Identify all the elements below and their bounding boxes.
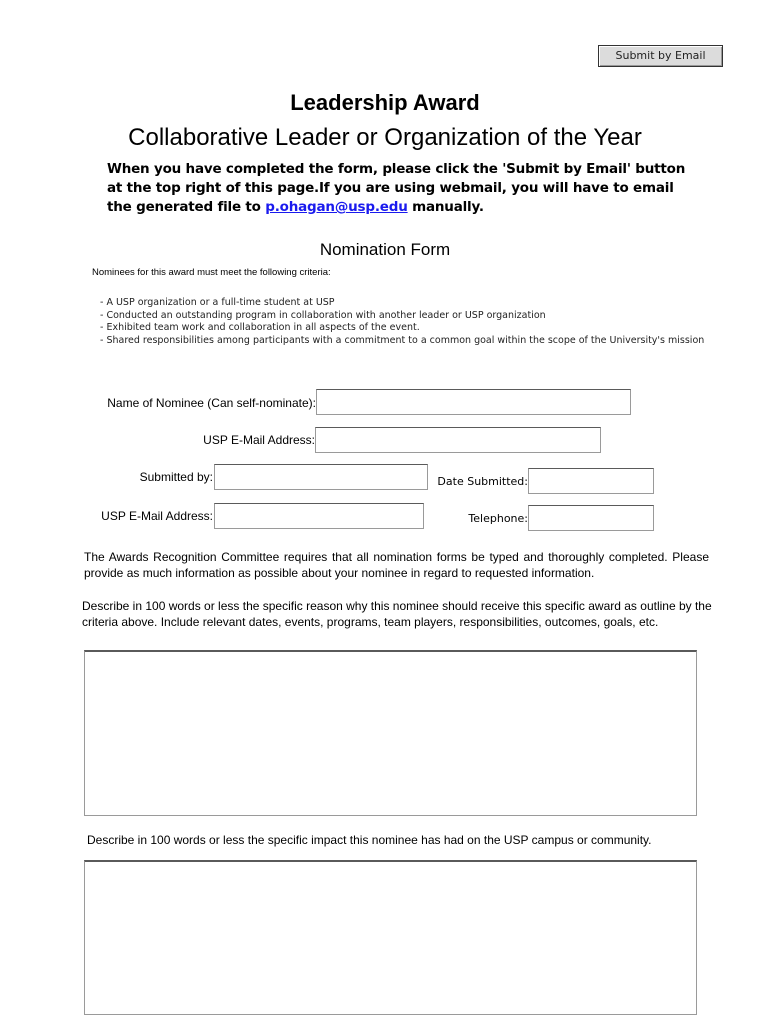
- submitted-by-input[interactable]: [214, 464, 428, 490]
- criteria-item: - Shared responsibilities among participants with a commitment to a common goal within the scope of the University's mission: [100, 334, 705, 346]
- nominee-name-input[interactable]: [316, 389, 631, 415]
- criteria-item: - A USP organization or a full-time student at USP: [100, 297, 335, 308]
- nominee-email-input[interactable]: [315, 427, 601, 453]
- page-title: Leadership Award: [290, 90, 480, 115]
- submitter-email-label: USP E-Mail Address:: [101, 509, 213, 523]
- committee-note: The Awards Recognition Committee requires that all nomination forms be typed and thoroughly completed. Please provide as much information as possible about your nominee in regard to requested information.: [84, 550, 709, 580]
- submitted-by-label: Submitted by:: [139, 470, 213, 484]
- nominee-email-label: USP E-Mail Address:: [203, 433, 315, 447]
- question-2-text: Describe in 100 words or less the specific impact this nominee has had on the USP campus or community.: [87, 833, 652, 847]
- question-2-textarea[interactable]: [84, 860, 697, 1015]
- nominee-name-label: Name of Nominee (Can self-nominate):: [107, 396, 316, 410]
- email-link[interactable]: p.ohagan@usp.edu: [265, 199, 408, 215]
- instructions-before-email: When you have completed the form, please click the 'Submit by Email' button at the top right of this page.If you are using webmail, you will have to email the generated file to: [107, 161, 686, 215]
- telephone-input[interactable]: [528, 505, 654, 531]
- instructions-text: [107, 160, 697, 217]
- criteria-item: - Exhibited team work and collaboration in all aspects of the event.: [100, 322, 420, 333]
- instructions-after-email: manually.: [407, 199, 484, 215]
- question-1-textarea[interactable]: [84, 650, 697, 816]
- page-subtitle: Collaborative Leader or Organization of the Year: [128, 124, 642, 151]
- criteria-intro: Nominees for this award must meet the following criteria:: [92, 267, 331, 278]
- telephone-label: Telephone:: [468, 512, 528, 525]
- form-heading: Nomination Form: [319, 240, 451, 259]
- date-submitted-input[interactable]: [528, 468, 654, 494]
- submitter-email-input[interactable]: [214, 503, 424, 529]
- submit-by-email-button[interactable]: Submit by Email: [598, 45, 723, 67]
- criteria-item: - Conducted an outstanding program in collaboration with another leader or USP organization: [100, 309, 546, 321]
- criteria-list: [100, 297, 720, 347]
- date-submitted-label: Date Submitted:: [437, 475, 528, 488]
- question-1-text: Describe in 100 words or less the specific reason why this nominee should receive this specific award as outline by the criteria above. Include relevant dates, events, programs, team players, responsibilities, outcomes, goals, etc.: [82, 599, 712, 629]
